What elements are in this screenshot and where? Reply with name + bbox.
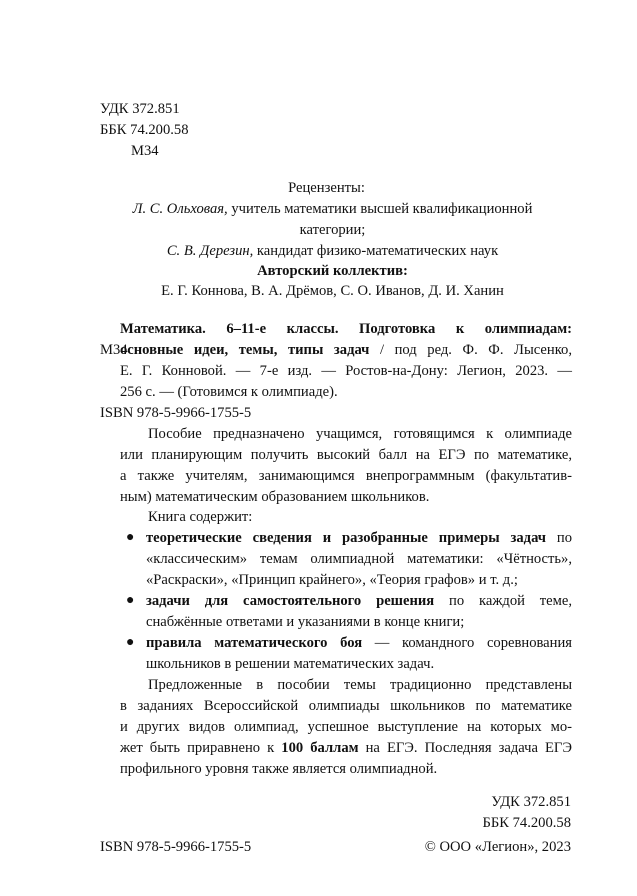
contains-heading: Книга содержит: [148,509,253,525]
authors-heading: Авторский коллектив: [257,263,408,279]
bbk-top: ББК 74.200.58 [100,122,189,138]
annotation-p2-line-2: в заданиях Всероссийской олимпиады школьников по математике [120,698,572,714]
reviewer-2-desc: кандидат физико-математических наук [253,243,499,259]
authors-list: Е. Г. Коннова, В. А. Дрёмов, С. О. Иванов, Д. И. Ханин [161,283,504,299]
biblio-line-3: Е. Г. Конновой. — 7-е изд. — Ростов-на-Дону: Легион, 2023. — [120,363,572,379]
annotation-p2-line-4 [120,739,572,757]
reviewer-2 [14,242,637,260]
bullet-1-line-3: «Раскраски», «Принцип крайнего», «Теория графов» и т. д.; [146,572,518,588]
bullet-2-rest: по каждой теме, [434,593,573,609]
biblio-line-4: 256 с. — (Готовимся к олимпиаде). [120,384,338,400]
reviewer-1-desc: учитель математики высшей квалификационной [227,201,533,217]
reviewer-1-desc-cont: категории; [299,222,366,238]
annotation-p1-line-2: или планирующим получить высокий балл на ЕГЭ по математике, [120,447,572,463]
bullet-3-line-1 [146,634,572,652]
bullet-1-rest: по [546,530,572,546]
annotation-p2-l4-pre: жет быть приравнено к [120,740,282,756]
udk-bottom: УДК 372.851 [491,794,571,810]
bullet-2-bold: задачи для самостоятельного решения [146,593,435,609]
reviewer-2-name: С. В. Дерезин, [166,243,254,259]
bullet-icon-2: ● [126,593,135,608]
copyright: © ООО «Легион», 2023 [424,839,571,855]
bullet-icon-3: ● [126,635,135,650]
annotation-p1-line-3: а также учителям, занимающимся внепрограммным (факультатив- [120,468,572,484]
bullet-1-bold: теоретические сведения и разобранные примеры задач [146,530,547,546]
biblio-isbn: ISBN 978-5-9966-1755-5 [100,405,252,421]
reviewer-1-name: Л. С. Ольховая, [132,201,228,217]
udk-top: УДК 372.851 [100,101,180,117]
biblio-author-code: М34 [100,342,128,358]
isbn-bottom: ISBN 978-5-9966-1755-5 [100,839,252,855]
reviewer-1 [14,200,637,218]
bullet-icon-1: ● [126,530,135,545]
bullet-2-line-1 [146,592,572,610]
annotation-p2-l4-post: на ЕГЭ. Последняя задача ЕГЭ [358,740,573,756]
bullet-1-line-1 [146,529,572,547]
reviewers-heading: Рецензенты: [288,180,365,196]
bullet-3-rest: — командного соревнования [362,635,572,651]
biblio-editor: / под ред. Ф. Ф. Лысенко, [369,342,572,358]
annotation-p2-l4-bold: 100 баллам [281,740,359,756]
biblio-title-line: Математика. 6–11-е классы. Подготовка к олимпиадам: [120,321,572,337]
bbk-bottom: ББК 74.200.58 [482,815,571,831]
bullet-3-bold: правила математического боя [146,635,363,651]
annotation-p2-line-3: и других видов олимпиад, успешное выступление на которых мо- [120,719,572,735]
bullet-3-line-2: школьников в решении математических задач. [146,656,435,672]
biblio-subtitle: основные идеи, темы, типы задач [120,342,370,358]
annotation-p2-line-5: профильного уровня также является олимпиадной. [120,761,438,777]
annotation-p2-line-1: Предложенные в пособии темы традиционно представлены [148,677,572,693]
author-code-top: М34 [131,143,159,159]
biblio-line-2 [120,341,572,359]
annotation-p1-line-1: Пособие предназначено учащимся, готовящимся к олимпиаде [148,426,572,442]
annotation-p1-line-4: ным) математическим образованием школьников. [120,489,430,505]
bullet-1-line-2: «классическим» темам олимпиадной математики: «Чётность», [146,551,572,567]
bullet-2-line-2: снабжённые ответами и указаниями в конце книги; [146,614,465,630]
